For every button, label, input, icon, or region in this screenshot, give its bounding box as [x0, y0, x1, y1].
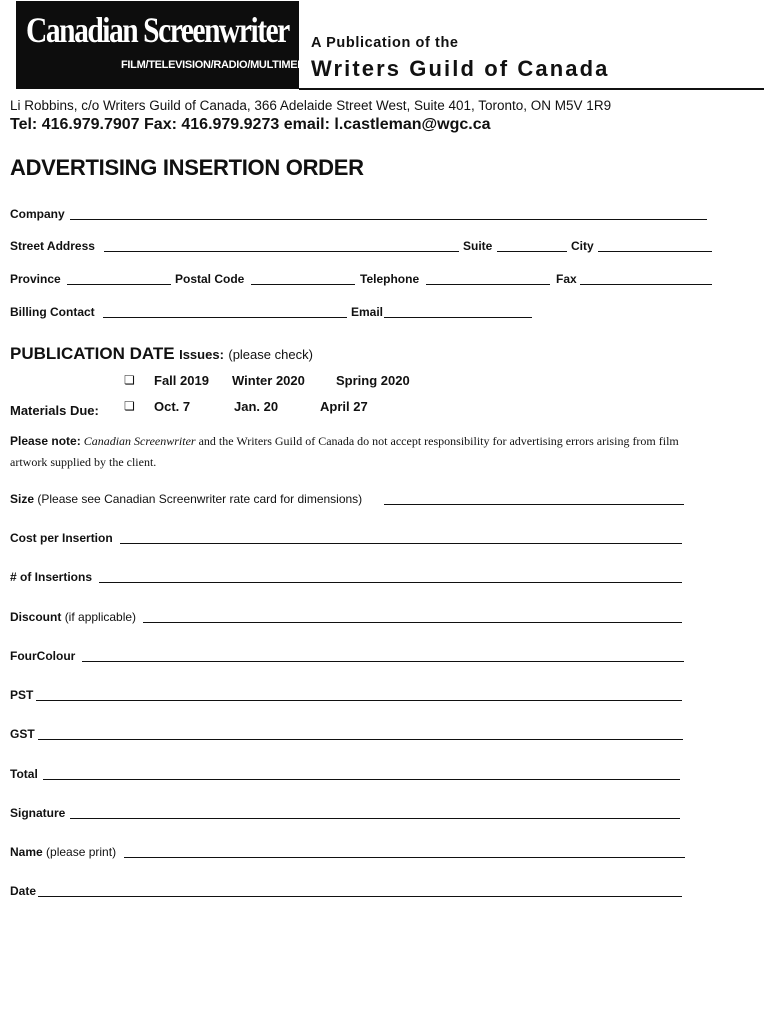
city-label: City [571, 239, 594, 253]
company-label: Company [10, 207, 65, 221]
note-label: Please note: [10, 434, 81, 448]
note-publication-name: Canadian Screenwriter [83, 434, 196, 448]
postal-code-field[interactable] [251, 284, 355, 285]
note-text: and the Writers Guild of Canada do not accept responsibility for advertising errors arising from film artwork supplied by the client. [10, 434, 679, 469]
issue-fall-2019: Fall 2019 [154, 373, 209, 388]
fourcolour-label: FourColour [10, 649, 76, 663]
header-divider [299, 88, 764, 90]
discount-field[interactable] [143, 622, 682, 623]
issues-label: Issues: [179, 347, 224, 362]
province-field[interactable] [67, 284, 171, 285]
discount-label-text: Discount [10, 610, 62, 624]
address-line: Li Robbins, c/o Writers Guild of Canada, 366 Adelaide Street West, Suite 401, Toronto, ON M5V 1R9 [10, 98, 612, 113]
city-field[interactable] [598, 251, 712, 252]
cost-per-insertion-field[interactable] [120, 543, 682, 544]
masthead-title: Canadian Screenwriter [26, 10, 289, 50]
telephone-field[interactable] [426, 284, 550, 285]
due-date-april: April 27 [320, 399, 368, 414]
email-label: Email [351, 305, 384, 319]
due-date-oct: Oct. 7 [154, 399, 191, 414]
discount-label [10, 610, 136, 624]
fourcolour-field[interactable] [82, 661, 684, 662]
publication-date-title: PUBLICATION DATE [10, 344, 175, 363]
due-date-jan: Jan. 20 [234, 399, 279, 414]
size-hint: (Please see Canadian Screenwriter rate card for dimensions) [37, 492, 363, 506]
contact-line: Tel: 416.979.7907 Fax: 416.979.9273 email: l.castleman@wgc.ca [10, 116, 491, 133]
name-label-text: Name [10, 845, 43, 859]
pst-label: PST [10, 688, 34, 702]
publication-line-1: A Publication of the [311, 35, 459, 51]
telephone-label: Telephone [360, 272, 420, 286]
email-field[interactable] [384, 317, 532, 318]
total-field[interactable] [43, 779, 680, 780]
cost-per-insertion-label: Cost per Insertion [10, 531, 113, 545]
suite-label: Suite [463, 239, 493, 253]
signature-field[interactable] [70, 818, 680, 819]
issues-hint: (please check) [228, 347, 313, 362]
name-hint: (please print) [46, 845, 117, 859]
billing-contact-field[interactable] [103, 317, 347, 318]
size-field[interactable] [384, 504, 684, 505]
materials-due-label: Materials Due: [10, 403, 99, 418]
postal-code-label: Postal Code [175, 272, 245, 286]
date-label: Date [10, 884, 37, 898]
masthead-subtitle: FILM/TELEVISION/RADIO/MULTIMEDIA [121, 59, 316, 71]
fax-field[interactable] [580, 284, 712, 285]
total-label: Total [10, 767, 38, 781]
company-field[interactable] [70, 219, 707, 220]
insertions-field[interactable] [99, 582, 682, 583]
name-label [10, 845, 116, 859]
street-address-field[interactable] [104, 251, 459, 252]
issue-spring-2020: Spring 2020 [336, 373, 410, 388]
discount-hint: (if applicable) [64, 610, 137, 624]
pst-field[interactable] [36, 700, 682, 701]
province-label: Province [10, 272, 61, 286]
signature-label: Signature [10, 806, 66, 820]
suite-field[interactable] [497, 251, 567, 252]
form-title: ADVERTISING INSERTION ORDER [10, 155, 364, 180]
insertions-label: # of Insertions [10, 570, 93, 584]
gst-field[interactable] [38, 739, 683, 740]
issue-checkbox-2[interactable]: ❏ [124, 399, 135, 413]
issue-checkbox-1[interactable]: ❏ [124, 373, 135, 387]
disclaimer-note [10, 431, 700, 473]
publication-date-heading [10, 344, 313, 364]
size-label [10, 492, 362, 506]
masthead-logo [16, 1, 316, 89]
issue-winter-2020: Winter 2020 [232, 373, 305, 388]
fax-label: Fax [556, 272, 577, 286]
gst-label: GST [10, 727, 35, 741]
billing-contact-label: Billing Contact [10, 305, 95, 319]
size-label-text: Size [10, 492, 35, 506]
street-address-label: Street Address [10, 239, 95, 253]
date-field[interactable] [38, 896, 682, 897]
name-field[interactable] [124, 857, 685, 858]
publication-line-2: Writers Guild of Canada [311, 56, 610, 81]
